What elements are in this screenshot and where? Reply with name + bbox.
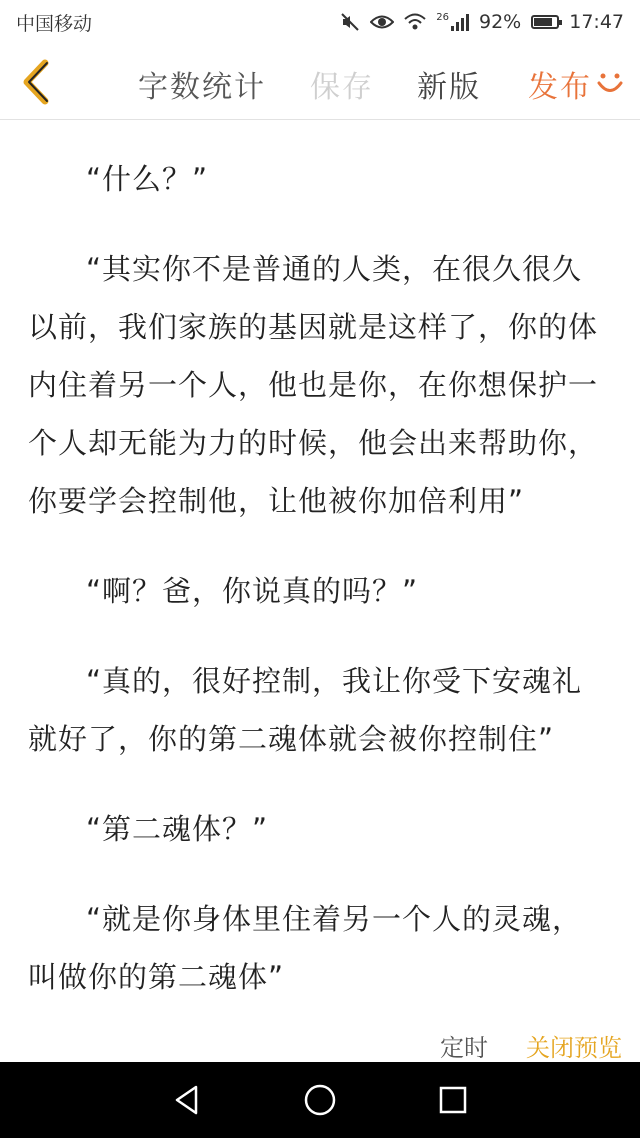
status-bar: [0, 0, 640, 44]
home-circle-icon: [303, 1083, 337, 1117]
paragraph: “其实你不是普通的人类，在很久很久以前，我们家族的基因就是这样了，你的体内住着另一个人，他也是你，在你想保护一个人却无能为力的时候，他会出来帮助你，你要学会控制他，让他被你加倍利用”: [28, 252, 599, 518]
paragraph: “第二魂体？”: [86, 812, 269, 846]
status-icons: [340, 11, 624, 33]
carrier-label: 中国移动: [16, 12, 93, 35]
wifi-icon: [404, 13, 426, 31]
close-preview-button[interactable]: 关闭预览: [526, 1034, 622, 1062]
mute-icon: [340, 12, 360, 32]
back-button[interactable]: [12, 54, 60, 110]
save-button[interactable]: 保存: [310, 70, 374, 105]
publish-button[interactable]: 发布: [528, 70, 592, 105]
nav-home-button[interactable]: [300, 1080, 340, 1120]
signal-icon: [451, 13, 469, 31]
network-type: 26: [436, 12, 449, 23]
signal-group: [436, 13, 469, 31]
battery-percent: 92%: [479, 11, 522, 33]
eye-icon: [370, 13, 394, 31]
back-triangle-icon: [172, 1084, 202, 1116]
recents-square-icon: [438, 1085, 468, 1115]
article-preview: [28, 150, 612, 1038]
chevron-left-icon: [19, 59, 53, 105]
nav-back-button[interactable]: [167, 1080, 207, 1120]
system-nav-bar: [0, 1062, 640, 1138]
timer-button[interactable]: 定时: [440, 1034, 488, 1062]
battery-fill: [534, 18, 552, 26]
smile-icon[interactable]: [594, 66, 626, 98]
paragraph: “啊？爸，你说真的吗？”: [86, 574, 419, 608]
paragraph: “什么？”: [86, 162, 209, 196]
paragraph: “真的，很好控制，我让你受下安魂礼就好了，你的第二魂体就会被你控制住”: [28, 664, 583, 756]
new-version-button[interactable]: 新版: [417, 70, 481, 105]
clock: 17:47: [569, 11, 624, 33]
battery-icon: [531, 15, 559, 29]
nav-recents-button[interactable]: [433, 1080, 473, 1120]
word-count-button[interactable]: 字数统计: [138, 70, 266, 105]
editor-toolbar: [0, 44, 640, 120]
paragraph: “就是你身体里住着另一个人的灵魂，叫做你的第二魂体”: [28, 902, 583, 994]
bottom-actions: [0, 1022, 640, 1066]
